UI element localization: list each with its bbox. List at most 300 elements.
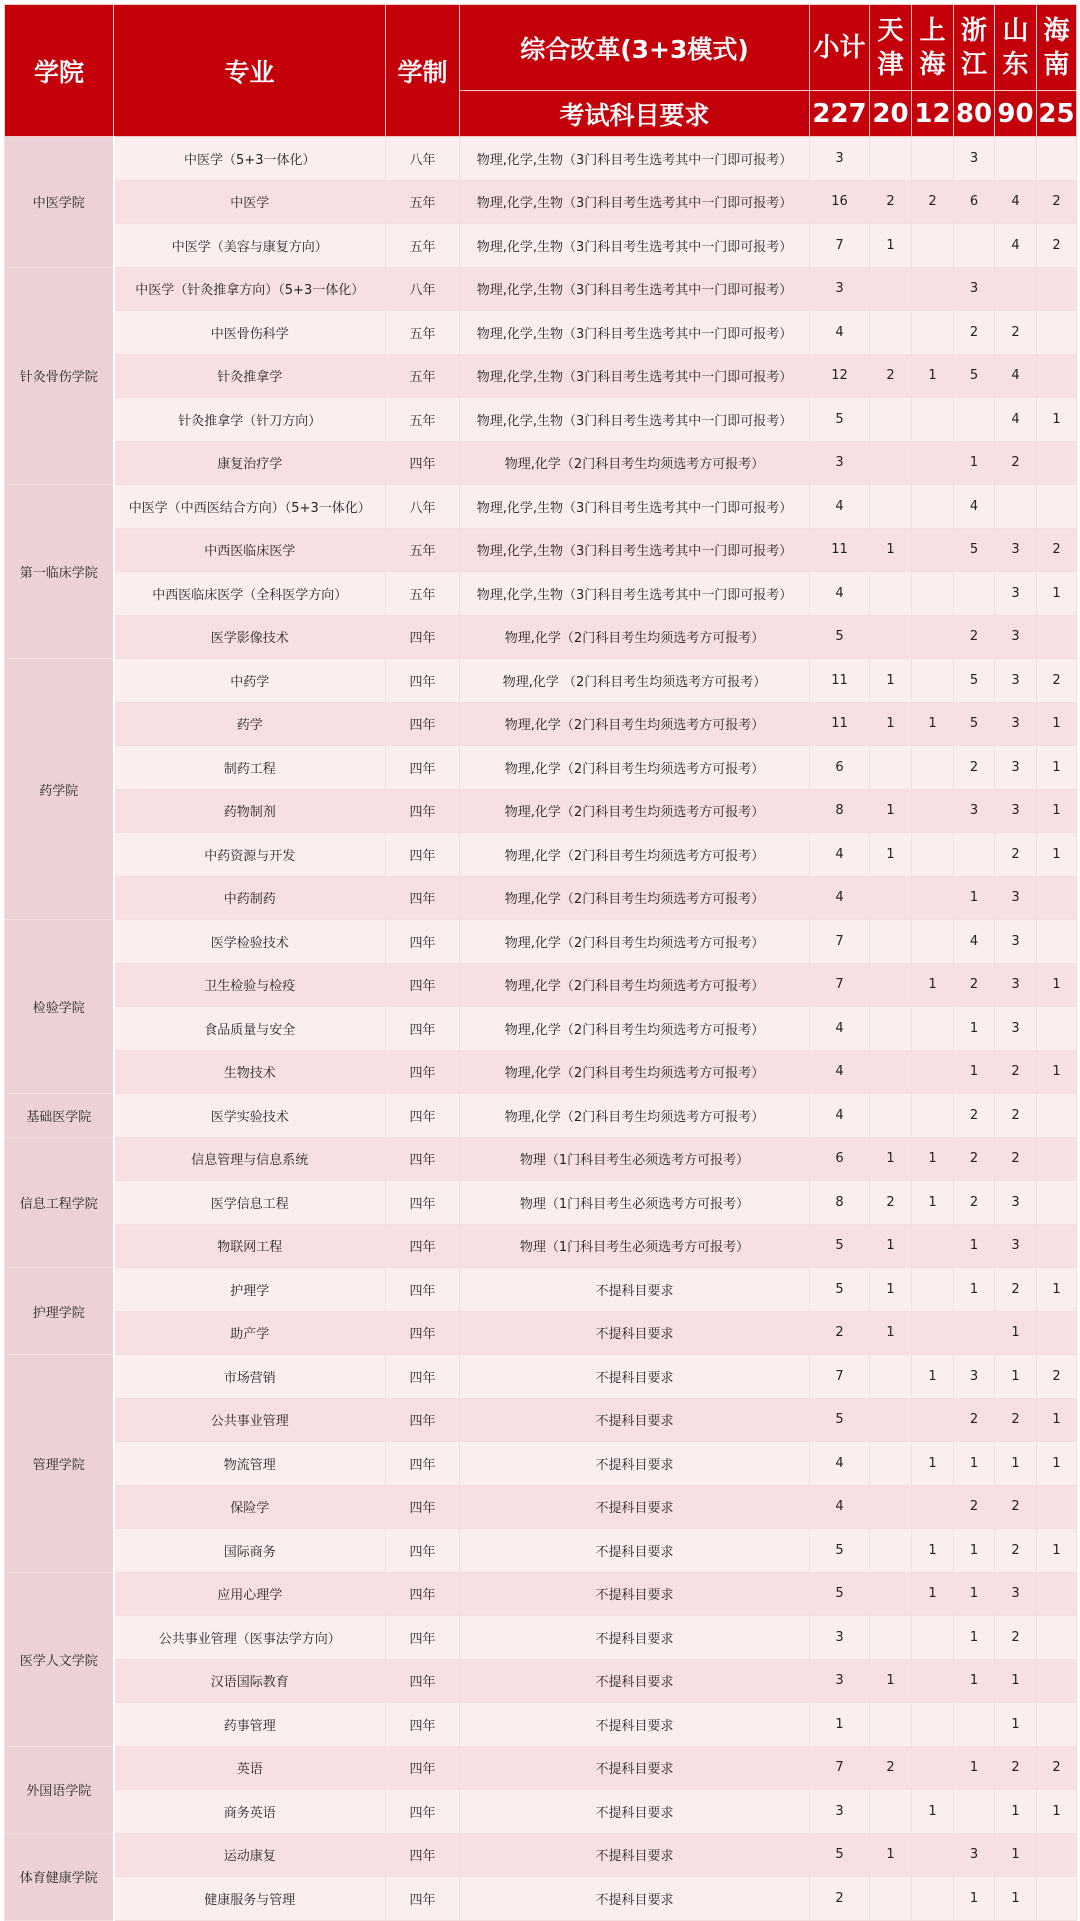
- subject-requirement-cell: 不提科目要求: [460, 1355, 810, 1399]
- quota-cell-0: 5: [810, 1398, 870, 1442]
- quota-cell-1: [870, 311, 912, 355]
- quota-cell-2: [912, 485, 954, 529]
- quota-cell-5: [1037, 876, 1077, 920]
- table-row: [5, 1007, 1077, 1051]
- major-cell: 中药学: [114, 659, 386, 703]
- duration-cell: 四年: [386, 1616, 460, 1660]
- quota-cell-1: [870, 137, 912, 181]
- quota-cell-2: [912, 1833, 954, 1877]
- quota-cell-3: [954, 398, 995, 442]
- major-cell: 物流管理: [114, 1442, 386, 1486]
- table-row: [5, 1616, 1077, 1660]
- subject-requirement-cell: 不提科目要求: [460, 1790, 810, 1834]
- subject-requirement-cell: 不提科目要求: [460, 1616, 810, 1660]
- table-row: [5, 528, 1077, 572]
- quota-cell-3: 2: [954, 1181, 995, 1225]
- quota-cell-1: 1: [870, 1833, 912, 1877]
- quota-cell-4: 2: [995, 311, 1037, 355]
- quota-cell-2: [912, 746, 954, 790]
- quota-cell-0: 8: [810, 789, 870, 833]
- major-cell: 英语: [114, 1746, 386, 1790]
- quota-cell-3: 2: [954, 1485, 995, 1529]
- quota-cell-1: [870, 572, 912, 616]
- quota-cell-5: 2: [1037, 659, 1077, 703]
- quota-cell-4: 2: [995, 1398, 1037, 1442]
- quota-cell-3: 1: [954, 1050, 995, 1094]
- table-row: [5, 920, 1077, 964]
- quota-cell-4: 4: [995, 224, 1037, 268]
- quota-cell-5: [1037, 1007, 1077, 1051]
- college-name-cell: 中医学院: [5, 137, 114, 268]
- quota-cell-4: 3: [995, 1181, 1037, 1225]
- subject-requirement-cell: 物理,化学（2门科目考生均须选考方可报考）: [460, 1007, 810, 1051]
- quota-cell-5: 2: [1037, 1355, 1077, 1399]
- subject-requirement-cell: 不提科目要求: [460, 1572, 810, 1616]
- quota-cell-0: 12: [810, 354, 870, 398]
- major-cell: 中西医临床医学: [114, 528, 386, 572]
- quota-cell-1: [870, 1355, 912, 1399]
- quota-cell-3: 1: [954, 1572, 995, 1616]
- subject-requirement-cell: 不提科目要求: [460, 1268, 810, 1312]
- quota-cell-1: 2: [870, 354, 912, 398]
- quota-cell-0: 3: [810, 1790, 870, 1834]
- quota-cell-2: [912, 1877, 954, 1921]
- major-cell: 中医学（针灸推拿方向）（5+3一体化）: [114, 267, 386, 311]
- quota-cell-4: 2: [995, 1529, 1037, 1573]
- quota-cell-5: 2: [1037, 224, 1077, 268]
- major-cell: 针灸推拿学（针刀方向）: [114, 398, 386, 442]
- header-college: 学院: [5, 5, 114, 137]
- college-name-cell: 管理学院: [5, 1355, 114, 1573]
- quota-cell-2: [912, 1268, 954, 1312]
- table-row: [5, 615, 1077, 659]
- table-row: [5, 267, 1077, 311]
- quota-cell-0: 4: [810, 833, 870, 877]
- subject-requirement-cell: 物理（1门科目考生必须选考方可报考）: [460, 1181, 810, 1225]
- quota-cell-4: 4: [995, 398, 1037, 442]
- quota-cell-1: [870, 963, 912, 1007]
- major-cell: 保险学: [114, 1485, 386, 1529]
- table-row: [5, 1485, 1077, 1529]
- quota-cell-2: 1: [912, 1790, 954, 1834]
- subject-requirement-cell: 不提科目要求: [460, 1442, 810, 1486]
- quota-cell-4: 1: [995, 1659, 1037, 1703]
- major-cell: 物联网工程: [114, 1224, 386, 1268]
- quota-cell-2: [912, 572, 954, 616]
- quota-cell-0: 4: [810, 311, 870, 355]
- major-cell: 中医学（美容与康复方向）: [114, 224, 386, 268]
- table-row: [5, 789, 1077, 833]
- quota-cell-3: 1: [954, 1529, 995, 1573]
- duration-cell: 四年: [386, 1703, 460, 1747]
- college-name-cell: 针灸骨伤学院: [5, 267, 114, 485]
- duration-cell: 四年: [386, 1181, 460, 1225]
- quota-cell-2: [912, 659, 954, 703]
- subject-requirement-cell: 物理,化学（2门科目考生均须选考方可报考）: [460, 920, 810, 964]
- duration-cell: 四年: [386, 1790, 460, 1834]
- quota-cell-3: [954, 833, 995, 877]
- quota-cell-4: 1: [995, 1311, 1037, 1355]
- table-row: [5, 1877, 1077, 1921]
- quota-cell-5: [1037, 1224, 1077, 1268]
- duration-cell: 四年: [386, 789, 460, 833]
- quota-cell-1: 1: [870, 528, 912, 572]
- quota-cell-0: 1: [810, 1703, 870, 1747]
- quota-cell-2: 2: [912, 180, 954, 224]
- quota-cell-5: [1037, 441, 1077, 485]
- college-name-cell: 体育健康学院: [5, 1833, 114, 1920]
- quota-cell-3: 3: [954, 1355, 995, 1399]
- quota-cell-1: 1: [870, 1268, 912, 1312]
- major-cell: 中西医临床医学（全科医学方向）: [114, 572, 386, 616]
- quota-cell-3: 3: [954, 1833, 995, 1877]
- table-row: [5, 1137, 1077, 1181]
- duration-cell: 四年: [386, 1355, 460, 1399]
- quota-cell-2: [912, 1007, 954, 1051]
- duration-cell: 四年: [386, 441, 460, 485]
- quota-cell-4: 1: [995, 1877, 1037, 1921]
- quota-cell-1: [870, 1094, 912, 1138]
- duration-cell: 四年: [386, 1398, 460, 1442]
- quota-cell-2: [912, 398, 954, 442]
- duration-cell: 五年: [386, 528, 460, 572]
- major-cell: 药学: [114, 702, 386, 746]
- subject-requirement-cell: 物理,化学,生物（3门科目考生选考其中一门即可报考）: [460, 267, 810, 311]
- quota-cell-1: [870, 615, 912, 659]
- major-cell: 公共事业管理: [114, 1398, 386, 1442]
- subject-requirement-cell: 不提科目要求: [460, 1833, 810, 1877]
- quota-cell-1: [870, 1398, 912, 1442]
- subject-requirement-cell: 物理,化学 （2门科目考生均须选考方可报考）: [460, 659, 810, 703]
- college-name-cell: 药学院: [5, 659, 114, 920]
- quota-cell-3: [954, 224, 995, 268]
- quota-cell-0: 3: [810, 267, 870, 311]
- subject-requirement-cell: 不提科目要求: [460, 1398, 810, 1442]
- subject-requirement-cell: 物理,化学（2门科目考生均须选考方可报考）: [460, 746, 810, 790]
- enrollment-plan-table: [4, 4, 1077, 1921]
- subject-requirement-cell: 不提科目要求: [460, 1311, 810, 1355]
- major-cell: 药物制剂: [114, 789, 386, 833]
- quota-cell-4: 3: [995, 789, 1037, 833]
- quota-cell-2: [912, 789, 954, 833]
- quota-cell-0: 3: [810, 1659, 870, 1703]
- major-cell: 市场营销: [114, 1355, 386, 1399]
- quota-cell-0: 2: [810, 1311, 870, 1355]
- quota-cell-3: 3: [954, 267, 995, 311]
- quota-cell-2: [912, 1485, 954, 1529]
- quota-cell-4: 2: [995, 1616, 1037, 1660]
- quota-cell-5: 1: [1037, 398, 1077, 442]
- quota-cell-0: 5: [810, 1529, 870, 1573]
- duration-cell: 四年: [386, 1877, 460, 1921]
- header-reform: 综合改革(3+3模式): [460, 5, 810, 91]
- quota-cell-4: 1: [995, 1833, 1037, 1877]
- duration-cell: 四年: [386, 1137, 460, 1181]
- quota-cell-2: [912, 1094, 954, 1138]
- quota-cell-5: 1: [1037, 1050, 1077, 1094]
- subject-requirement-cell: 物理,化学（2门科目考生均须选考方可报考）: [460, 615, 810, 659]
- table-row: [5, 1529, 1077, 1573]
- subject-requirement-cell: 不提科目要求: [460, 1659, 810, 1703]
- subject-requirement-cell: 物理,化学,生物（3门科目考生选考其中一门即可报考）: [460, 572, 810, 616]
- quota-cell-4: 2: [995, 1268, 1037, 1312]
- duration-cell: 五年: [386, 572, 460, 616]
- college-name-cell: 护理学院: [5, 1268, 114, 1355]
- quota-cell-2: 1: [912, 1572, 954, 1616]
- quota-cell-5: [1037, 354, 1077, 398]
- major-cell: 运动康复: [114, 1833, 386, 1877]
- table-row: [5, 398, 1077, 442]
- subject-requirement-cell: 物理（1门科目考生必须选考方可报考）: [460, 1137, 810, 1181]
- quota-cell-1: [870, 1442, 912, 1486]
- quota-cell-2: [912, 833, 954, 877]
- quota-cell-0: 16: [810, 180, 870, 224]
- duration-cell: 四年: [386, 1050, 460, 1094]
- quota-cell-4: 2: [995, 1485, 1037, 1529]
- quota-cell-4: 2: [995, 1094, 1037, 1138]
- subject-requirement-cell: 不提科目要求: [460, 1877, 810, 1921]
- quota-cell-3: 2: [954, 1094, 995, 1138]
- quota-cell-5: 1: [1037, 1398, 1077, 1442]
- quota-cell-3: 5: [954, 528, 995, 572]
- quota-cell-3: 2: [954, 1398, 995, 1442]
- quota-cell-1: 2: [870, 1181, 912, 1225]
- quota-cell-2: 1: [912, 1442, 954, 1486]
- quota-cell-0: 4: [810, 1007, 870, 1051]
- duration-cell: 五年: [386, 354, 460, 398]
- quota-cell-0: 11: [810, 702, 870, 746]
- quota-cell-1: 1: [870, 1224, 912, 1268]
- duration-cell: 四年: [386, 1007, 460, 1051]
- table-row: [5, 702, 1077, 746]
- quota-cell-0: 4: [810, 1485, 870, 1529]
- subject-requirement-cell: 物理,化学,生物（3门科目考生选考其中一门即可报考）: [460, 528, 810, 572]
- table-row: [5, 485, 1077, 529]
- quota-cell-2: [912, 224, 954, 268]
- major-cell: 食品质量与安全: [114, 1007, 386, 1051]
- header-duration: 学制: [386, 5, 460, 137]
- subject-requirement-cell: 物理,化学（2门科目考生均须选考方可报考）: [460, 789, 810, 833]
- quota-cell-4: [995, 267, 1037, 311]
- table-row: [5, 1572, 1077, 1616]
- major-cell: 中医学: [114, 180, 386, 224]
- quota-cell-1: [870, 398, 912, 442]
- table-row: [5, 1094, 1077, 1138]
- quota-cell-1: [870, 441, 912, 485]
- quota-cell-3: 4: [954, 920, 995, 964]
- duration-cell: 四年: [386, 1659, 460, 1703]
- quota-cell-5: [1037, 1659, 1077, 1703]
- table-row: [5, 180, 1077, 224]
- subject-requirement-cell: 不提科目要求: [460, 1529, 810, 1573]
- quota-cell-3: 1: [954, 1877, 995, 1921]
- table-row: [5, 224, 1077, 268]
- quota-cell-3: 3: [954, 137, 995, 181]
- quota-cell-0: 6: [810, 746, 870, 790]
- quota-cell-4: [995, 137, 1037, 181]
- duration-cell: 四年: [386, 615, 460, 659]
- duration-cell: 四年: [386, 1529, 460, 1573]
- table-row: [5, 1181, 1077, 1225]
- quota-cell-2: [912, 1224, 954, 1268]
- subject-requirement-cell: 物理,化学（2门科目考生均须选考方可报考）: [460, 876, 810, 920]
- table-row: [5, 1355, 1077, 1399]
- major-cell: 医学影像技术: [114, 615, 386, 659]
- quota-cell-4: 2: [995, 833, 1037, 877]
- quota-cell-3: 2: [954, 746, 995, 790]
- major-cell: 中医学（中西医结合方向）（5+3一体化）: [114, 485, 386, 529]
- table-row: [5, 1398, 1077, 1442]
- table-row: [5, 746, 1077, 790]
- subject-requirement-cell: 物理,化学,生物（3门科目考生选考其中一门即可报考）: [460, 354, 810, 398]
- subject-requirement-cell: 物理,化学,生物（3门科目考生选考其中一门即可报考）: [460, 137, 810, 181]
- quota-cell-5: [1037, 1616, 1077, 1660]
- quota-cell-1: 1: [870, 789, 912, 833]
- quota-cell-3: 1: [954, 1268, 995, 1312]
- duration-cell: 四年: [386, 1442, 460, 1486]
- duration-cell: 四年: [386, 1224, 460, 1268]
- quota-cell-2: [912, 137, 954, 181]
- table-row: [5, 1833, 1077, 1877]
- table-body: [5, 137, 1077, 1921]
- duration-cell: 五年: [386, 180, 460, 224]
- subject-requirement-cell: 物理,化学,生物（3门科目考生选考其中一门即可报考）: [460, 311, 810, 355]
- table-row: [5, 1268, 1077, 1312]
- quota-cell-1: [870, 1529, 912, 1573]
- quota-cell-5: 1: [1037, 1529, 1077, 1573]
- quota-cell-4: 1: [995, 1442, 1037, 1486]
- quota-cell-1: [870, 1485, 912, 1529]
- quota-cell-0: 7: [810, 1746, 870, 1790]
- quota-cell-3: 5: [954, 659, 995, 703]
- quota-cell-1: [870, 1616, 912, 1660]
- quota-cell-4: 3: [995, 1007, 1037, 1051]
- subject-requirement-cell: 物理,化学（2门科目考生均须选考方可报考）: [460, 441, 810, 485]
- quota-cell-4: 1: [995, 1355, 1037, 1399]
- header-total-0: 227: [810, 91, 870, 137]
- quota-cell-3: 2: [954, 615, 995, 659]
- table-row: [5, 1050, 1077, 1094]
- duration-cell: 四年: [386, 746, 460, 790]
- quota-cell-2: [912, 311, 954, 355]
- quota-cell-0: 5: [810, 615, 870, 659]
- quota-cell-4: 3: [995, 920, 1037, 964]
- header-total-3: 80: [954, 91, 995, 137]
- quota-cell-1: 1: [870, 702, 912, 746]
- subject-requirement-cell: 不提科目要求: [460, 1485, 810, 1529]
- quota-cell-5: 1: [1037, 1268, 1077, 1312]
- duration-cell: 四年: [386, 876, 460, 920]
- quota-cell-1: [870, 1790, 912, 1834]
- quota-cell-5: [1037, 615, 1077, 659]
- duration-cell: 四年: [386, 833, 460, 877]
- table-row: [5, 659, 1077, 703]
- quota-cell-3: 1: [954, 441, 995, 485]
- quota-cell-5: 1: [1037, 572, 1077, 616]
- quota-cell-3: 2: [954, 963, 995, 1007]
- duration-cell: 四年: [386, 659, 460, 703]
- quota-cell-3: [954, 1703, 995, 1747]
- quota-cell-1: [870, 876, 912, 920]
- quota-cell-2: [912, 441, 954, 485]
- quota-cell-5: 1: [1037, 746, 1077, 790]
- quota-cell-3: 1: [954, 1616, 995, 1660]
- header-total-4: 90: [995, 91, 1037, 137]
- quota-cell-4: 1: [995, 1790, 1037, 1834]
- quota-cell-1: [870, 746, 912, 790]
- subject-requirement-cell: 物理,化学（2门科目考生均须选考方可报考）: [460, 1050, 810, 1094]
- quota-cell-3: 5: [954, 354, 995, 398]
- quota-cell-2: [912, 528, 954, 572]
- major-cell: 制药工程: [114, 746, 386, 790]
- quota-cell-4: 3: [995, 876, 1037, 920]
- quota-cell-1: [870, 1877, 912, 1921]
- quota-cell-4: 2: [995, 1137, 1037, 1181]
- quota-cell-4: 3: [995, 1224, 1037, 1268]
- quota-cell-3: 1: [954, 1746, 995, 1790]
- college-name-cell: 外国语学院: [5, 1746, 114, 1833]
- major-cell: 卫生检验与检疫: [114, 963, 386, 1007]
- major-cell: 国际商务: [114, 1529, 386, 1573]
- header-major: 专业: [114, 5, 386, 137]
- college-name-cell: 检验学院: [5, 920, 114, 1094]
- header-total-5: 25: [1037, 91, 1077, 137]
- quota-cell-2: 1: [912, 1181, 954, 1225]
- quota-cell-4: 3: [995, 1572, 1037, 1616]
- quota-cell-5: [1037, 1572, 1077, 1616]
- quota-cell-4: 4: [995, 354, 1037, 398]
- major-cell: 中药制药: [114, 876, 386, 920]
- college-name-cell: 基础医学院: [5, 1094, 114, 1138]
- major-cell: 汉语国际教育: [114, 1659, 386, 1703]
- quota-cell-2: 1: [912, 354, 954, 398]
- quota-cell-3: [954, 1311, 995, 1355]
- quota-cell-2: 1: [912, 963, 954, 1007]
- header-province-2: 上海: [912, 5, 954, 91]
- quota-cell-3: 1: [954, 1007, 995, 1051]
- table-row: [5, 354, 1077, 398]
- quota-cell-1: [870, 1050, 912, 1094]
- quota-cell-0: 7: [810, 224, 870, 268]
- quota-cell-4: 3: [995, 528, 1037, 572]
- quota-cell-2: 1: [912, 1355, 954, 1399]
- quota-cell-4: 3: [995, 615, 1037, 659]
- table-row: [5, 1659, 1077, 1703]
- quota-cell-5: 1: [1037, 833, 1077, 877]
- major-cell: 康复治疗学: [114, 441, 386, 485]
- quota-cell-1: [870, 267, 912, 311]
- quota-cell-5: [1037, 1311, 1077, 1355]
- major-cell: 健康服务与管理: [114, 1877, 386, 1921]
- duration-cell: 五年: [386, 311, 460, 355]
- quota-cell-0: 4: [810, 876, 870, 920]
- quota-cell-4: 3: [995, 963, 1037, 1007]
- quota-cell-5: [1037, 1485, 1077, 1529]
- quota-cell-1: 1: [870, 1659, 912, 1703]
- quota-cell-0: 11: [810, 528, 870, 572]
- quota-cell-2: [912, 1616, 954, 1660]
- quota-cell-4: [995, 485, 1037, 529]
- major-cell: 商务英语: [114, 1790, 386, 1834]
- quota-cell-4: 3: [995, 659, 1037, 703]
- quota-cell-1: [870, 920, 912, 964]
- quota-cell-3: 1: [954, 1224, 995, 1268]
- quota-cell-3: 4: [954, 485, 995, 529]
- header-total-1: 20: [870, 91, 912, 137]
- quota-cell-1: [870, 1703, 912, 1747]
- quota-cell-0: 5: [810, 1268, 870, 1312]
- quota-cell-5: 2: [1037, 180, 1077, 224]
